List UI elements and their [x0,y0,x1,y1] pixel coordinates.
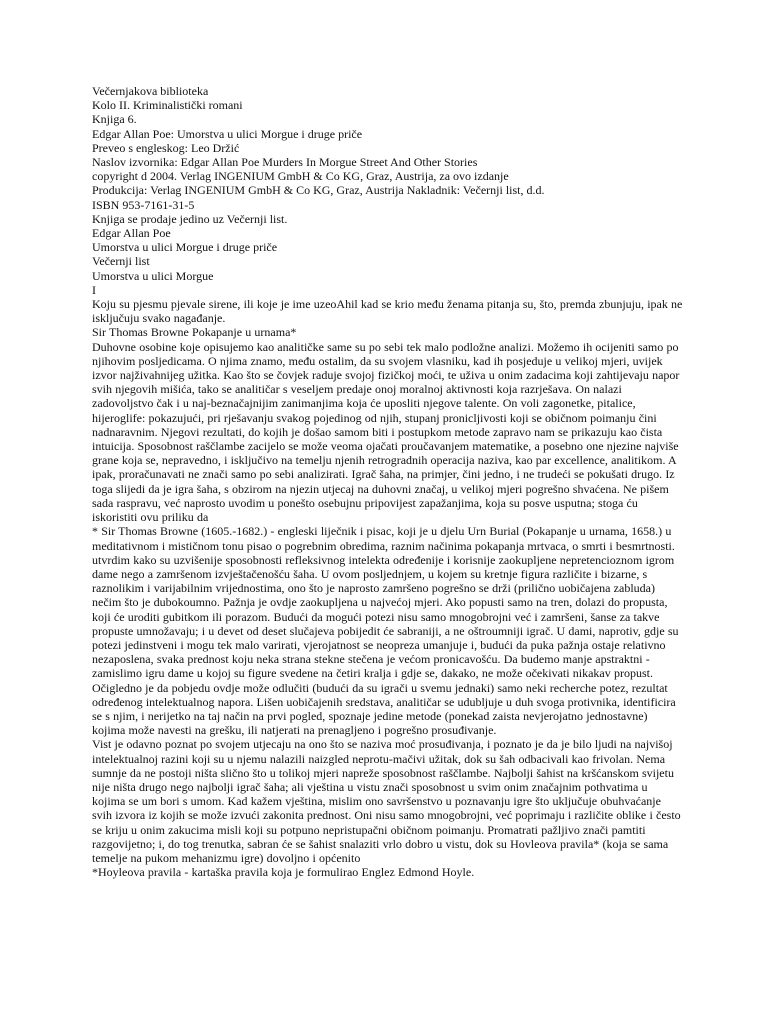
epigraph-source: Sir Thomas Browne Pokapanje u urnama* [92,325,297,340]
original-title-line: Naslov izvornika: Edgar Allan Poe Murders In Morgue Street And Other Stories [92,155,478,170]
copyright-line: copyright d 2004. Verlag INGENIUM GmbH & Co KG, Graz, Austrija, za ovo izdanje [92,169,509,184]
publication-header [92,84,684,297]
book-title-line: Edgar Allan Poe: Umorstva u ulici Morgue i druge priče [92,126,363,141]
body-paragraph-3: Vist je odavno poznat po svojem utjecaju na ono što se naziva moć prosuđivanja, i poznato je da je bilo ljudi na najvišoj intelektualnoj razini koji su u njemu nalazili naizgled neprotu-mačivi užitak, dok su šah odbacivali kao frivolan. Nema sumnje da ne postoji ništa slično što u tolikoj mjeri napreže sposobnost raščlambe. Najbolji šahist na kršćanskom svijetu nije ništa drugo nego najbolji igrač šaha; ali vještina u vistu znači sposobnost u svim onim značajnim pothvatima u kojima se um bori s umom. Kad kažem vještina, mislim ono savršenstvo u poznavanju igre što uključuje obuhvaćanje svih izvora iz kojih se može izvući zakonita prednost. Oni nisu samo mnogobrojni, već poprimaju i različite oblike i često se kriju u onim zakucima misli koji su potpuno nepristupačni običnom poimanju. Promatrati pažljivo znači pamtiti razgovijetno; i, do tog trenutka, sabran će se šahist snalaziti vrlo dobro u vistu, dok su Hovleova pravila* (koja se sama temelje na pukom mehanizmu igre) dovoljno i općenito [92,737,681,865]
footnote-browne: * Sir Thomas Browne (1605.-1682.) - engleski liječnik i pisac, koji je u djelu Urn Burial (Pokapanje u urnama, 1658.) u meditativnom i mističnom tonu pisao o pogrebnim obredima, raznim načinima pokapanja mrtvaca, o smrti i besmrtnosti. [92,524,675,553]
epigraph: Koju su pjesmu pjevale sirene, ili koje je ime uzeoAhil kad se krio među ženama pitanja su, što, premda zbunjuju, ipak ne isključuju svako nagađanje. [92,297,683,326]
author-name: Edgar Allan Poe [92,226,171,241]
sale-notice-line: Knjiga se prodaje jedino uz Večernji list. [92,211,288,226]
body-paragraph-1: Duhovne osobine koje opisujemo kao analitičke same su po sebi tek malo podložne analizi. Možemo ih ocijeniti samo po njihovim posljedicama. O njima znamo, među ostalim, da su svojem vlasniku, kad ih posjeduje u velikoj mjeri, uvijek izvor najživahnijeg užitka. Kao što se čovjek raduje svojoj fizičkoj moći, te uživa u onim zadacima koji zahtijevaju napor svih njegovih mišića, tako se analitičar s veseljem predaje onoj moralnoj aktivnosti koja razrješava. On nalazi zadovoljstvo čak i u naj-beznačajnijim zanimanjima koja će uposliti njegove talente. On voli zagonetke, pitalice, hijeroglife: pokazujući, pri rješavanju svakog pojedinog od njih, stupanj pronicljivosti koji se običnom poimanju čini nadnaravnim. Njegovi rezultati, do kojih je došao samom biti i postupkom metode zapravo nam se prikazuju kao čista intuicija. Sposobnost raščlambe zacijelo se može veoma ojačati proučavanjem matematike, a posebno one njezine najviše grane koja se, nepravedno, i isključivo na temelju njenih retrogradnih operacija naziva, kao par excellence, analitikom. A ipak, proračunavati ne znači samo po sebi analizirati. Igrač šaha, na primjer, čini jedno, i ne trudeći se pokušati drugo. Iz toga slijedi da je igra šaha, s obzirom na njezin utjecaj na duhovni značaj, u velikoj mjeri pogrešno shvaćena. Ne pišem sada raspravu, već naprosto uvodim u ponešto osebujnu pripovijest zapažanjima, koja su posve usputna; stoga ću iskoristiti ovu priliku da [92,339,680,525]
chapter-number: I [92,282,96,297]
story-title: Umorstva u ulici Morgue [92,268,214,283]
publisher-name: Večernji list [92,254,150,269]
body-paragraph-2: utvrdim kako su uzvišenije sposobnosti refleksivnog intelekta određenije i korisnije zaokupljene nepretencioznom igrom dame nego a zamršenom izvještačenošću šaha. U ovom posljednjem, u kojem su kretnje figura različite i bizarne, s raznolikim i varijabilnim vrijednostima, ono što je naprosto zamršeno pogrešno se drži (prilično uobičajena zabluda) nečim što je dubokoumno. Pažnja je ovdje zaokupljena u najvećoj mjeri. Ako popusti samo na tren, dolazi do propusta, koji će uroditi gubitkom ili porazom. Budući da mogući potezi nisu samo mnogobrojni već i zamršeni, šanse za takve propuste umnožavaju; i u devet od deset slučajeva pobijedit će sabraniji, a ne oštroumniji igrač. U dami, naprotiv, gdje su potezi jedinstveni i mogu tek malo varirati, vjerojatnost se neopreza umanjuje i, budući da puka pažnja ostaje relativno nezaposlena, svaka prednost koju neka strana stekne stečena je većom pronicavošću. Da budemo manje apstraktni - zamislimo igru dame u kojoj su figure svedene na četiri kralja i gdje se, dakako, ne može očekivati nikakav propust. Očigledno je da pobjedu ovdje može odlučiti (budući da su igrači u svemu jednaki) samo neki recherche potez, rezultat određenog intelektualnog napora. Lišen uobičajenih sredstava, analitičar se udubljuje u duh svoga protivnika, identificira se s njim, i nerijetko na taj način na prvi pogled, spoznaje jedine metode (ponekad zaista nevjerojatno jednostavne) kojima može navesti na grešku, ili natjerati na prenagljeno i pogrešno prosuđivanje. [92,552,679,738]
document-page [92,84,684,879]
production-line: Produkcija: Verlag INGENIUM GmbH & Co KG, Graz, Austrija Nakladnik: Večernji list, d.d. [92,183,545,198]
book-number: Knjiga 6. [92,112,137,127]
footnote-hoyle: *Hoyleova pravila - kartaška pravila koja je formulirao Englez Edmond Hoyle. [92,865,475,880]
series-name: Večernjakova biblioteka [92,84,209,98]
series-volume: Kolo II. Kriminalistički romani [92,98,243,113]
translator-line: Preveo s engleskog: Leo Držić [92,140,240,155]
isbn-line: ISBN 953-7161-31-5 [92,197,195,212]
collection-title: Umorstva u ulici Morgue i druge priče [92,240,278,255]
